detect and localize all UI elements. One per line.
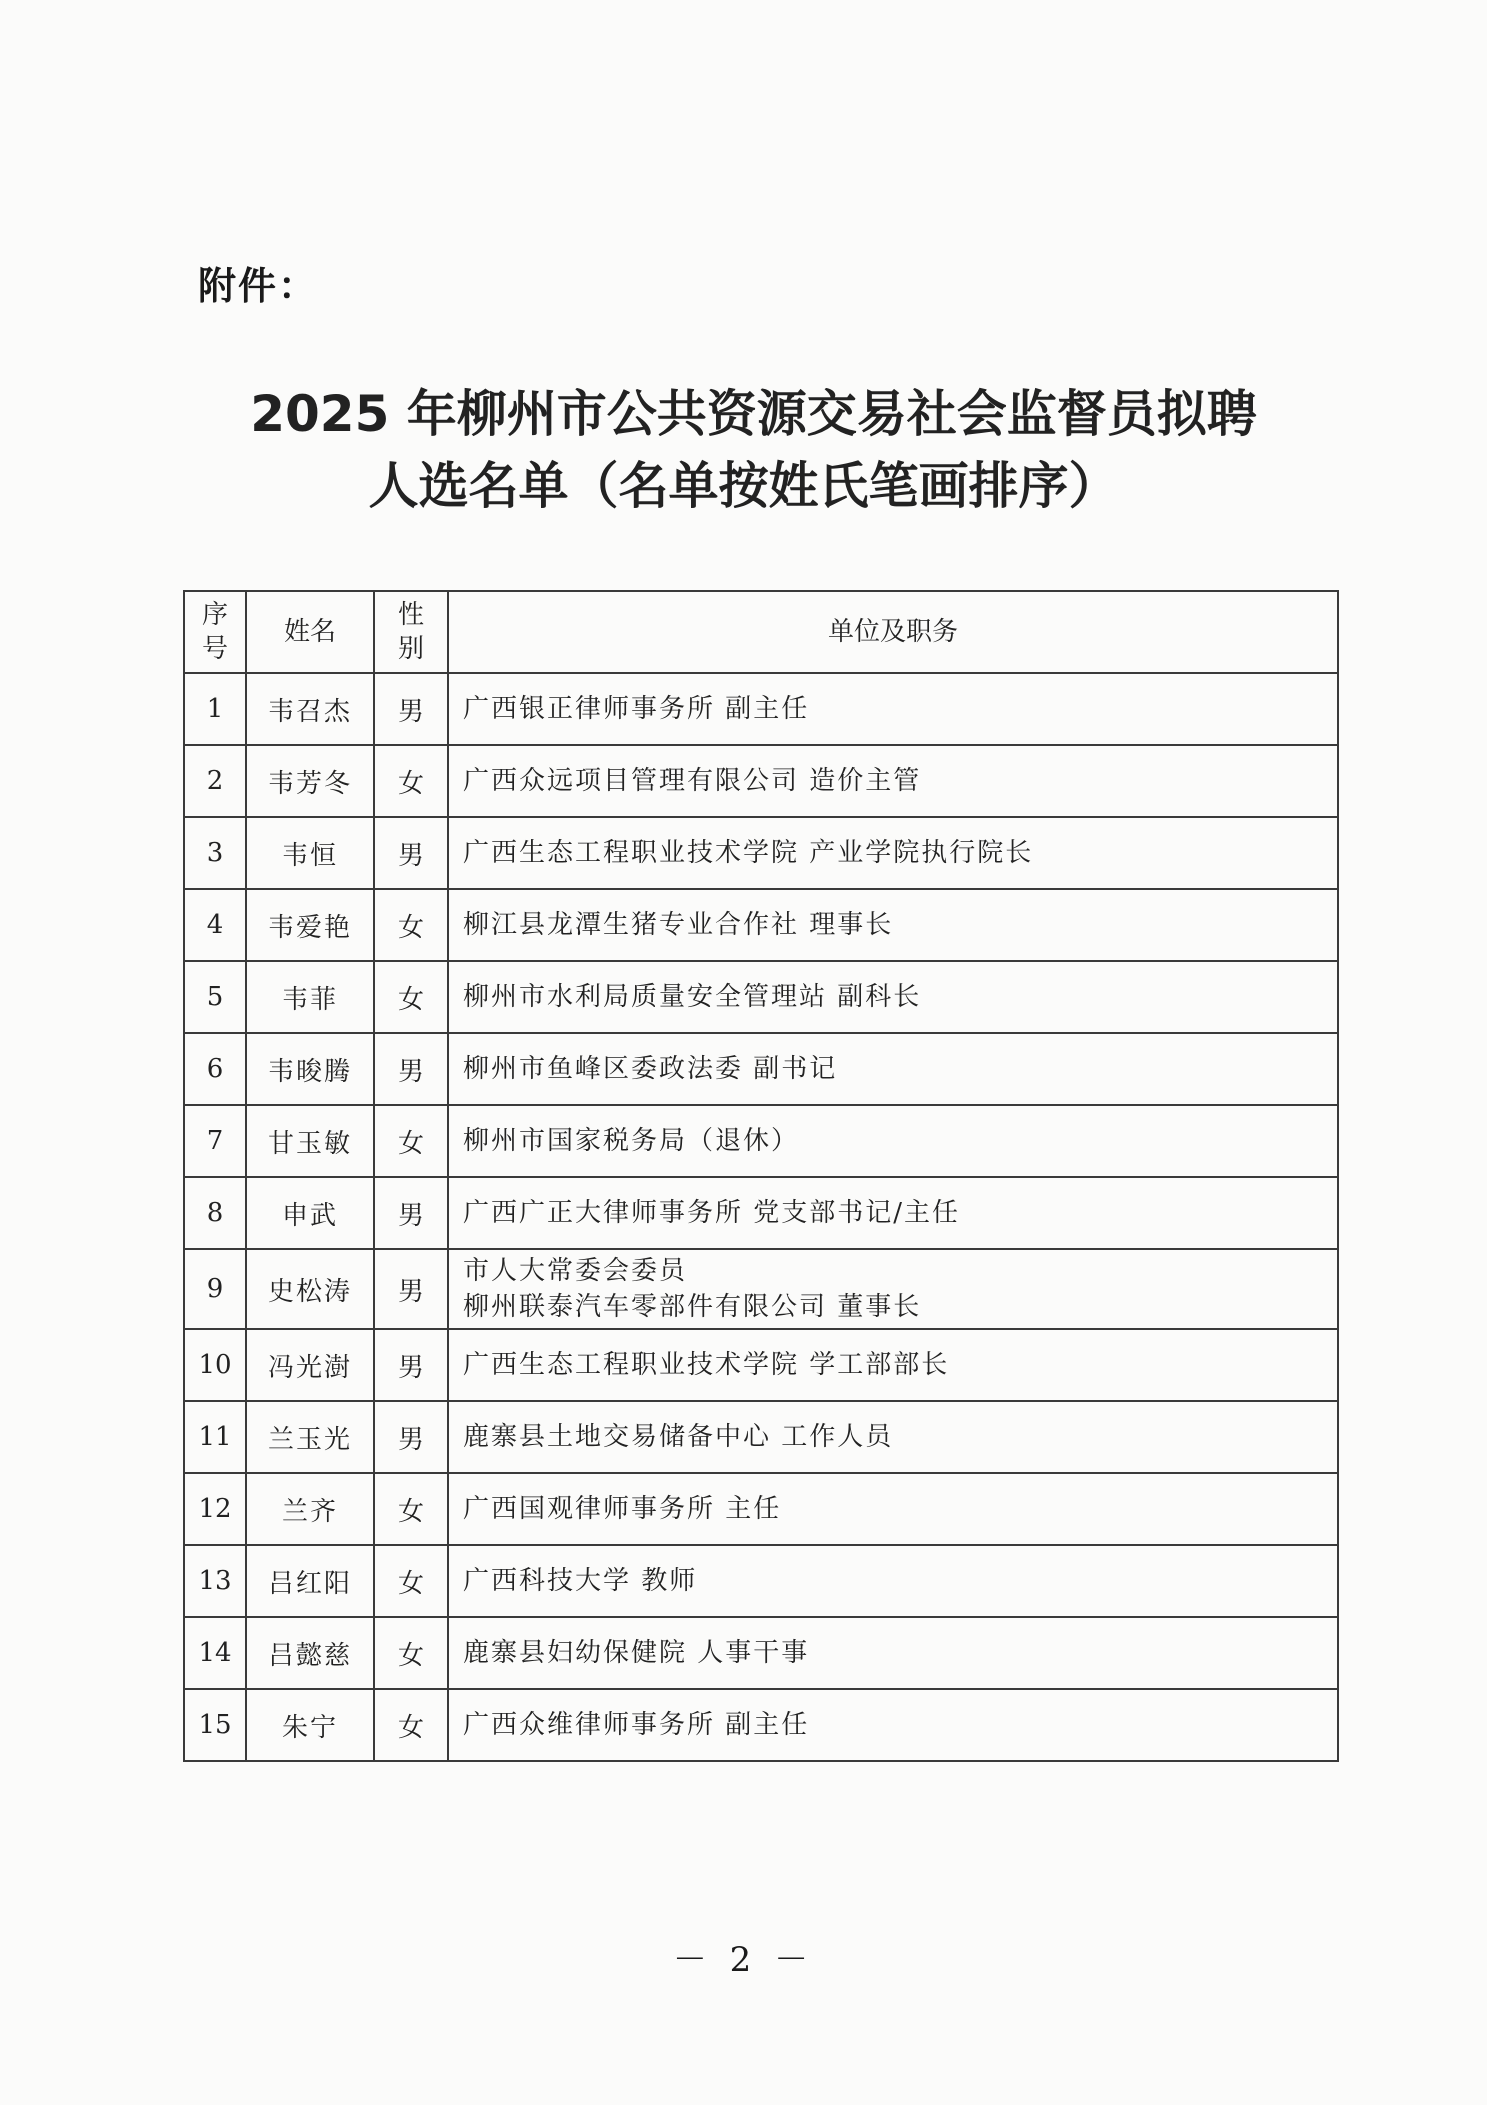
row-number: 13: [184, 1545, 246, 1617]
candidate-table: [183, 590, 1339, 1762]
table-row: [184, 1329, 1338, 1401]
table-row: [184, 1689, 1338, 1761]
row-unit: [448, 889, 1338, 961]
row-unit-line: 广西众维律师事务所 副主任: [463, 1710, 810, 1740]
page-number: － 2 －: [672, 1940, 815, 1980]
row-unit-line: 广西生态工程职业技术学院 产业学院执行院长: [463, 838, 1034, 868]
row-unit-line: 广西生态工程职业技术学院 学工部部长: [463, 1350, 950, 1380]
row-name: 朱宁: [246, 1689, 374, 1761]
row-name: 冯光澍: [246, 1329, 374, 1401]
row-unit: [448, 1689, 1338, 1761]
row-gender: 男: [374, 1249, 448, 1329]
table-row: [184, 745, 1338, 817]
row-unit: [448, 1545, 1338, 1617]
table-row: [184, 1249, 1338, 1329]
row-number: 8: [184, 1177, 246, 1249]
row-name: 兰齐: [246, 1473, 374, 1545]
row-gender: 女: [374, 1689, 448, 1761]
row-unit-line: 柳州市水利局质量安全管理站 副科长: [463, 982, 922, 1012]
row-gender: 女: [374, 1545, 448, 1617]
table-row: [184, 1617, 1338, 1689]
header-gender-top: 性: [397, 599, 424, 630]
row-unit: [448, 1177, 1338, 1249]
row-unit: [448, 1105, 1338, 1177]
table-row: [184, 673, 1338, 745]
row-name: 吕懿慈: [246, 1617, 374, 1689]
row-unit-line: 鹿寨县妇幼保健院 人事干事: [463, 1638, 810, 1668]
header-gender: [374, 591, 448, 673]
row-gender: 男: [374, 1177, 448, 1249]
table-body: [184, 673, 1338, 1761]
header-no-bottom: 号: [201, 633, 228, 664]
row-name: 吕红阳: [246, 1545, 374, 1617]
row-unit: [448, 745, 1338, 817]
row-name: 韦召杰: [246, 673, 374, 745]
row-number: 4: [184, 889, 246, 961]
row-number: 9: [184, 1249, 246, 1329]
row-gender: 女: [374, 745, 448, 817]
row-unit-line: 广西广正大律师事务所 党支部书记/主任: [463, 1198, 961, 1228]
header-no-top: 序: [201, 599, 228, 630]
row-unit-line: 鹿寨县土地交易储备中心 工作人员: [463, 1422, 894, 1452]
table-row: [184, 1545, 1338, 1617]
row-unit: [448, 1473, 1338, 1545]
row-gender: 女: [374, 961, 448, 1033]
row-unit: [448, 1401, 1338, 1473]
row-number: 5: [184, 961, 246, 1033]
header-unit: 单位及职务: [448, 591, 1338, 673]
header-name: 姓名: [246, 591, 374, 673]
row-unit-line: 柳州联泰汽车零部件有限公司 董事长: [463, 1292, 922, 1322]
row-unit: [448, 1329, 1338, 1401]
row-number: 7: [184, 1105, 246, 1177]
document-title: [0, 378, 1487, 522]
header-no: [184, 591, 246, 673]
row-name: 申武: [246, 1177, 374, 1249]
title-line-1: 2025 年柳州市公共资源交易社会监督员拟聘: [250, 385, 1257, 443]
row-gender: 男: [374, 817, 448, 889]
row-unit: [448, 1249, 1338, 1329]
row-name: 韦菲: [246, 961, 374, 1033]
row-unit-line: 广西科技大学 教师: [463, 1566, 698, 1596]
header-gender-bottom: 别: [397, 633, 424, 664]
row-gender: 女: [374, 1617, 448, 1689]
row-name: 甘玉敏: [246, 1105, 374, 1177]
row-number: 12: [184, 1473, 246, 1545]
row-unit: [448, 817, 1338, 889]
table-row: [184, 1401, 1338, 1473]
row-name: 韦芳冬: [246, 745, 374, 817]
row-name: 兰玉光: [246, 1401, 374, 1473]
row-unit-line: 柳州市国家税务局（退休）: [463, 1126, 800, 1156]
attachment-label: 附件：: [198, 264, 319, 308]
row-number: 1: [184, 673, 246, 745]
row-unit: [448, 1033, 1338, 1105]
row-unit-line: 柳州市鱼峰区委政法委 副书记: [463, 1054, 838, 1084]
row-gender: 女: [374, 1105, 448, 1177]
table-row: [184, 889, 1338, 961]
table-row: [184, 817, 1338, 889]
table-header-row: [184, 591, 1338, 673]
title-line-2: 人选名单（名单按姓氏笔画排序）: [368, 457, 1119, 515]
row-number: 2: [184, 745, 246, 817]
row-number: 11: [184, 1401, 246, 1473]
row-unit-line: 广西众远项目管理有限公司 造价主管: [463, 766, 922, 796]
row-name: 韦恒: [246, 817, 374, 889]
row-gender: 男: [374, 1329, 448, 1401]
row-number: 6: [184, 1033, 246, 1105]
row-number: 10: [184, 1329, 246, 1401]
table-row: [184, 1473, 1338, 1545]
row-unit-line: 柳江县龙潭生猪专业合作社 理事长: [463, 910, 894, 940]
row-unit: [448, 673, 1338, 745]
table-row: [184, 1177, 1338, 1249]
row-number: 15: [184, 1689, 246, 1761]
table-row: [184, 1033, 1338, 1105]
row-number: 3: [184, 817, 246, 889]
table-row: [184, 961, 1338, 1033]
table-row: [184, 1105, 1338, 1177]
row-unit-line: 市人大常委会委员: [463, 1256, 688, 1286]
row-name: 史松涛: [246, 1249, 374, 1329]
row-name: 韦爱艳: [246, 889, 374, 961]
row-gender: 男: [374, 1033, 448, 1105]
row-unit-line: 广西银正律师事务所 副主任: [463, 694, 810, 724]
row-unit-line: 广西国观律师事务所 主任: [463, 1494, 782, 1524]
row-name: 韦晙腾: [246, 1033, 374, 1105]
row-gender: 女: [374, 1473, 448, 1545]
row-number: 14: [184, 1617, 246, 1689]
row-gender: 女: [374, 889, 448, 961]
row-unit: [448, 1617, 1338, 1689]
row-gender: 男: [374, 1401, 448, 1473]
row-gender: 男: [374, 673, 448, 745]
row-unit: [448, 961, 1338, 1033]
